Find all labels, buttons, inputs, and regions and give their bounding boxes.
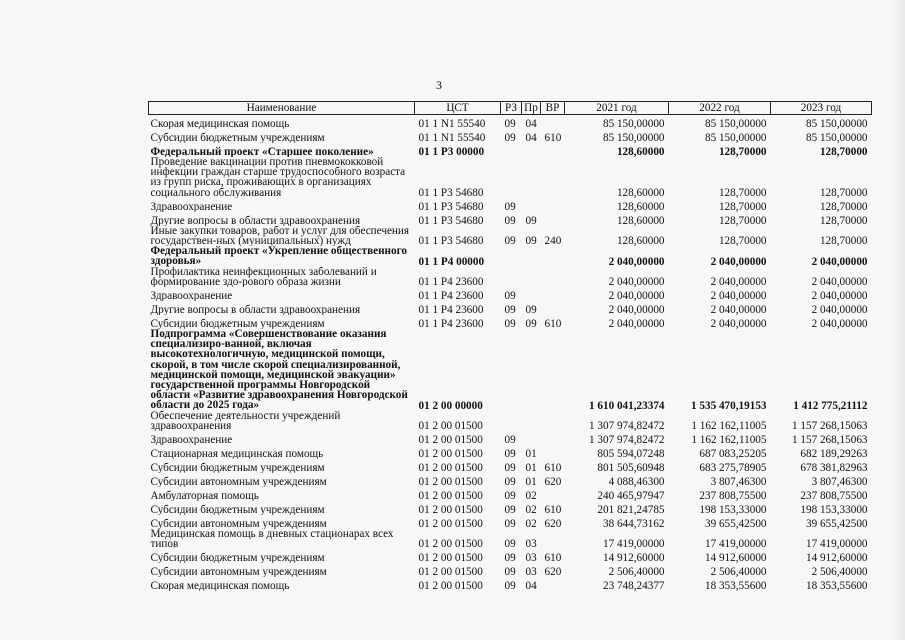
row-rz: 09: [504, 304, 516, 316]
row-2023: 237 808,75500: [800, 490, 868, 502]
row-vr: 610: [544, 318, 562, 330]
scan-edge-shadow: [891, 0, 905, 640]
row-2022: 18 353,55600: [704, 580, 767, 592]
row-cst: 01 2 00 01500: [418, 504, 483, 516]
row-2023: 2 040,00000: [811, 276, 868, 288]
row-cst: 01 1 P4 23600: [418, 276, 484, 288]
page-number: 3: [436, 78, 442, 92]
row-cst: 01 1 P3 54680: [418, 214, 484, 226]
row-pr: 01: [525, 462, 537, 474]
row-rz: 09: [504, 518, 516, 530]
row-name: Иные закупки товаров, работ и услуг для обеспечения государствен-ных (муниципальных) нужд: [150, 225, 410, 247]
row-pr: 02: [525, 490, 537, 502]
row-vr: 610: [544, 552, 562, 564]
row-rz: 09: [504, 552, 516, 564]
row-name: Субсидии бюджетным учреждениям: [150, 317, 325, 330]
row-cst: 01 1 N1 55540: [418, 132, 486, 143]
row-cst: 01 2 00 01500: [418, 580, 483, 592]
row-2022: 128,70000: [718, 235, 767, 247]
row-2022: 2 040,00000: [710, 255, 767, 267]
header-rz: РЗ: [501, 102, 522, 115]
row-2021: 85 150,00000: [602, 118, 665, 129]
row-2021: 240 465,97947: [597, 490, 665, 502]
row-cst: 01 1 P3 54680: [418, 235, 484, 247]
table-row: [149, 329, 872, 411]
table-header-row: [149, 102, 872, 115]
row-vr: [541, 157, 565, 198]
row-rz: 09: [504, 504, 516, 516]
row-2022: 683 275,78905: [699, 462, 767, 474]
row-2021: 801 505,60948: [597, 462, 665, 474]
row-2021: 2 040,00000: [608, 276, 665, 288]
row-cst: 01 2 00 01500: [418, 538, 483, 550]
row-pr: [522, 157, 541, 198]
row-name: Скорая медицинская помощь: [150, 117, 290, 129]
row-2023: 128,70000: [819, 146, 868, 157]
table-row: [149, 198, 872, 212]
row-rz: 09: [504, 214, 516, 226]
row-pr: 03: [525, 566, 537, 578]
row-name: Медицинская помощь в дневных стационарах всех типов: [150, 529, 394, 550]
row-cst: 01 2 00 01500: [418, 552, 483, 564]
row-2023: 2 040,00000: [811, 290, 868, 302]
table-row: [149, 267, 872, 287]
row-2022: 237 808,75500: [699, 490, 767, 502]
row-2022: 2 506,40000: [710, 566, 767, 578]
row-name: Проведение вакцинации против пневмококковой инфекции граждан старше трудоспособного возраста из групп риска, проживающих в организациях социального обслуживания: [150, 157, 406, 198]
row-vr: 620: [544, 518, 562, 530]
budget-table: [148, 101, 872, 591]
row-name: Обеспечение деятельности учреждений здравоохранения: [150, 410, 341, 432]
row-name: Стационарная медицинская помощь: [150, 447, 324, 460]
row-pr: 09: [525, 235, 537, 247]
row-2022: 128,70000: [718, 146, 767, 157]
row-2021: 128,60000: [616, 200, 665, 212]
row-rz: 09: [504, 566, 516, 578]
row-2023: 18 353,55600: [805, 580, 868, 592]
row-cst: 01 1 P4 23600: [418, 290, 484, 302]
row-2022: 687 083,25205: [699, 448, 767, 460]
row-cst: 01 2 00 01500: [418, 566, 483, 578]
row-2022: 128,70000: [718, 200, 767, 212]
row-pr: [522, 287, 541, 301]
table-row: [149, 411, 872, 431]
row-2021: 128,60000: [616, 214, 665, 226]
row-2023: 85 150,00000: [805, 132, 868, 143]
row-rz: [501, 143, 522, 157]
table-row: [149, 246, 872, 266]
row-rz: 09: [504, 200, 516, 212]
row-vr: [541, 445, 565, 459]
row-name: Федеральный проект «Укрепление общественного здоровья»: [150, 246, 407, 267]
row-2021: 201 821,24785: [597, 504, 665, 516]
table-row: [149, 473, 872, 487]
row-name: Профилактика неинфекционных заболеваний и формирование здо-рового образа жизни: [150, 266, 377, 288]
row-2021: 2 040,00000: [608, 290, 665, 302]
row-2023: 2 506,40000: [811, 566, 868, 578]
row-pr: 02: [525, 518, 537, 530]
header-name: Наименование: [149, 102, 415, 115]
row-2023: 198 153,33000: [800, 504, 868, 516]
row-2022: 128,70000: [718, 186, 767, 198]
row-vr: 610: [544, 504, 562, 516]
row-name: Субсидии бюджетным учреждениям: [150, 131, 325, 143]
row-rz: 09: [504, 118, 516, 129]
row-pr: [522, 267, 541, 287]
row-2021: 2 040,00000: [608, 304, 665, 316]
row-rz: 09: [504, 132, 516, 143]
row-rz: 09: [504, 235, 516, 247]
row-2023: 128,70000: [819, 235, 868, 247]
row-2022: 85 150,00000: [704, 132, 767, 143]
row-2022: 17 419,00000: [704, 538, 767, 550]
table-row: [149, 563, 872, 577]
row-vr: [541, 411, 565, 431]
row-2023: 17 419,00000: [805, 538, 868, 550]
row-2023: 1 157 268,15063: [791, 420, 868, 432]
table-body: [149, 115, 872, 592]
row-2022: 39 655,42500: [704, 518, 767, 530]
row-cst: 01 2 00 01500: [418, 420, 483, 432]
row-2021: 1 307 974,82472: [588, 434, 665, 446]
row-name: Скорая медицинская помощь: [150, 580, 290, 592]
row-2021: 128,60000: [616, 186, 665, 198]
row-cst: 01 2 00 01500: [418, 476, 483, 488]
row-2023: 1 157 268,15063: [791, 434, 868, 446]
row-2022: 85 150,00000: [704, 118, 767, 129]
row-pr: 01: [525, 476, 537, 488]
row-rz: 09: [504, 448, 516, 460]
table-row: [149, 431, 872, 445]
row-2021: 17 419,00000: [602, 538, 665, 550]
row-rz: [501, 267, 522, 287]
table-row: [149, 315, 872, 329]
row-2023: 682 189,29263: [800, 448, 868, 460]
row-vr: [541, 329, 565, 411]
row-rz: 09: [504, 434, 516, 446]
row-name: Другие вопросы в области здравоохранения: [150, 303, 361, 316]
row-2021: 805 594,07248: [597, 448, 665, 460]
row-name: Здравоохранение: [150, 200, 233, 212]
header-2022: 2022 год: [669, 102, 771, 115]
row-pr: [522, 198, 541, 212]
row-pr: [522, 411, 541, 431]
row-rz: [501, 411, 522, 431]
row-vr: 610: [544, 132, 562, 143]
table-row: [149, 129, 872, 143]
row-pr: 04: [525, 118, 537, 129]
row-rz: 09: [504, 290, 516, 302]
row-2023: 85 150,00000: [805, 118, 868, 129]
row-name: Субсидии бюджетным учреждениям: [150, 461, 325, 474]
row-rz: 09: [504, 538, 516, 550]
row-name: Другие вопросы в области здравоохранения: [150, 214, 361, 226]
row-name: Амбулаторная помощь: [150, 489, 259, 502]
table-row: [149, 115, 872, 130]
row-pr: 09: [525, 214, 537, 226]
row-name: Субсидии автономным учреждениям: [150, 475, 327, 488]
row-vr: [541, 115, 565, 130]
row-cst: 01 2 00 01500: [418, 490, 483, 502]
row-cst: 01 1 P4 23600: [418, 304, 484, 316]
table-row: [149, 577, 872, 591]
table-row: [149, 226, 872, 246]
row-2022: 3 807,46300: [710, 476, 767, 488]
row-pr: 04: [525, 132, 537, 143]
table-row: [149, 549, 872, 563]
row-vr: [541, 267, 565, 287]
row-rz: 09: [504, 462, 516, 474]
row-cst: 01 1 P3 54680: [418, 186, 484, 198]
row-cst: 01 2 00 01500: [418, 462, 483, 474]
row-pr: 09: [525, 304, 537, 316]
row-vr: [541, 431, 565, 445]
row-pr: [522, 143, 541, 157]
row-2021: 128,60000: [616, 146, 665, 157]
row-pr: 03: [525, 552, 537, 564]
row-pr: 02: [525, 504, 537, 516]
row-vr: [541, 487, 565, 501]
row-rz: 09: [504, 476, 516, 488]
row-2021: 1 610 041,23374: [588, 399, 665, 411]
row-name: Субсидии автономным учреждениям: [150, 566, 327, 578]
row-2022: 1 162 162,11005: [691, 434, 767, 446]
table-row: [149, 487, 872, 501]
row-2023: 678 381,82963: [800, 462, 868, 474]
row-vr: 620: [544, 476, 562, 488]
row-vr: [541, 246, 565, 266]
row-2021: 2 040,00000: [608, 318, 665, 330]
row-cst: 01 1 P3 54680: [418, 200, 484, 212]
table-row: [149, 515, 872, 529]
row-2023: 128,70000: [819, 186, 868, 198]
row-2021: 2 040,00000: [608, 255, 665, 267]
row-vr: [541, 212, 565, 226]
row-2021: 23 748,24377: [602, 580, 665, 592]
row-vr: 240: [544, 235, 562, 247]
row-2021: 85 150,00000: [602, 132, 665, 143]
table-row: [149, 529, 872, 549]
row-name: Субсидии бюджетным учреждениям: [150, 503, 325, 516]
row-pr: 01: [525, 448, 537, 460]
row-vr: 620: [544, 566, 562, 578]
row-rz: [501, 157, 522, 198]
header-pr: Пр: [522, 102, 541, 115]
row-cst: 01 2 00 00000: [418, 399, 483, 411]
row-rz: 09: [504, 318, 516, 330]
header-2023: 2023 год: [771, 102, 872, 115]
table-row: [149, 501, 872, 515]
row-pr: [522, 431, 541, 445]
row-vr: [541, 198, 565, 212]
row-rz: 09: [504, 580, 516, 592]
row-2021: 1 307 974,82472: [588, 420, 665, 432]
row-vr: [541, 577, 565, 591]
row-2022: 128,70000: [718, 214, 767, 226]
row-2022: 2 040,00000: [710, 304, 767, 316]
row-2023: 2 040,00000: [811, 304, 868, 316]
table-row: [149, 301, 872, 315]
row-2023: 128,70000: [819, 214, 868, 226]
row-pr: 04: [525, 580, 537, 592]
row-2021: 128,60000: [616, 235, 665, 247]
row-name: Здравоохранение: [150, 289, 233, 302]
row-2021: 2 506,40000: [608, 566, 665, 578]
header-2021: 2021 год: [565, 102, 669, 115]
header-vr: ВР: [541, 102, 565, 115]
table-row: [149, 445, 872, 459]
table-row: [149, 459, 872, 473]
row-rz: 09: [504, 490, 516, 502]
row-name: Субсидии бюджетным учреждениям: [150, 552, 325, 564]
row-vr: [541, 143, 565, 157]
row-2022: 2 040,00000: [710, 318, 767, 330]
table-row: [149, 287, 872, 301]
row-name: Подпрограмма «Совершенствование оказания специализиро-ванной, включая высокотехнологичную, медицинской помощи, скорой, в том числе скорой специализированной, медицинской помощи, медицинской эвакуации» государственной программы Новгородской области «Развитие здравоохранения Новгородской области до 2025 года»: [150, 329, 408, 411]
row-2022: 198 153,33000: [699, 504, 767, 516]
row-2022: 1 162 162,11005: [691, 420, 767, 432]
row-2023: 2 040,00000: [811, 318, 868, 330]
row-2023: 1 412 775,21112: [793, 399, 868, 411]
row-cst: 01 2 00 01500: [418, 434, 483, 446]
row-pr: [522, 329, 541, 411]
row-2022: 14 912,60000: [704, 552, 767, 564]
row-vr: [541, 529, 565, 549]
row-cst: 01 1 P4 00000: [418, 255, 485, 267]
row-2022: 2 040,00000: [710, 290, 767, 302]
row-2023: 14 912,60000: [805, 552, 868, 564]
row-name: Субсидии автономным учреждениям: [150, 517, 327, 530]
row-name: Здравоохранение: [150, 433, 233, 446]
row-vr: [541, 301, 565, 315]
row-vr: 610: [544, 462, 562, 474]
row-2021: 14 912,60000: [602, 552, 665, 564]
row-2023: 3 807,46300: [811, 476, 868, 488]
row-pr: 09: [525, 318, 537, 330]
row-2023: 2 040,00000: [811, 255, 868, 267]
row-2021: 4 088,46300: [608, 476, 665, 488]
header-cst: ЦСТ: [415, 102, 501, 115]
row-cst: 01 2 00 01500: [418, 518, 483, 530]
row-rz: [501, 329, 522, 411]
table-row: [149, 212, 872, 226]
row-2023: 39 655,42500: [805, 518, 868, 530]
row-2021: 38 644,73162: [602, 518, 665, 530]
row-vr: [541, 287, 565, 301]
row-cst: 01 1 P3 00000: [418, 146, 485, 157]
row-cst: 01 1 P4 23600: [418, 318, 484, 330]
row-rz: [501, 246, 522, 266]
row-2022: 1 535 470,19153: [690, 399, 767, 411]
row-2022: 2 040,00000: [710, 276, 767, 288]
row-pr: 03: [525, 538, 537, 550]
row-2023: 128,70000: [819, 200, 868, 212]
row-cst: 01 2 00 01500: [418, 448, 483, 460]
table-row: [149, 157, 872, 198]
table-row: [149, 143, 872, 157]
row-cst: 01 1 N1 55540: [418, 118, 486, 129]
row-name: Федеральный проект «Старшее поколение»: [150, 145, 374, 157]
row-pr: [522, 246, 541, 266]
